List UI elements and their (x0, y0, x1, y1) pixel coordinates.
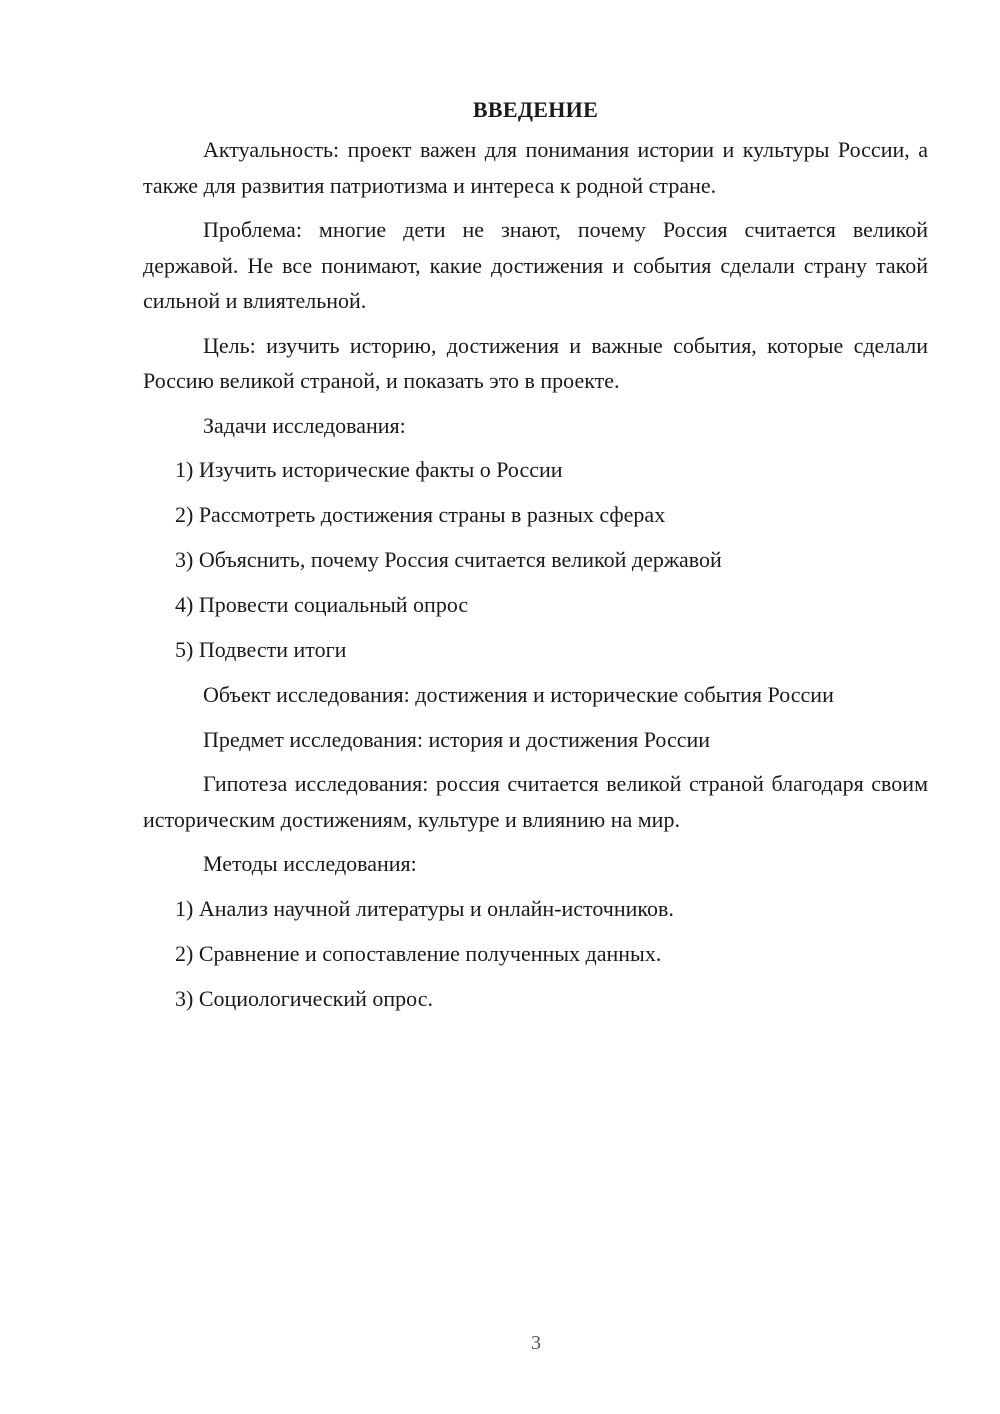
problem-paragraph: Проблема: многие дети не знают, почему Россия считается великой державой. Не все понимают, какие достижения и события сделали страну такой сильной и влиятельной. (143, 217, 928, 313)
page-content (143, 92, 928, 1026)
section-title: ВВЕДЕНИЕ (472, 97, 599, 122)
list-item: 2) Рассмотреть достижения страны в разных сферах (175, 502, 666, 527)
tasks-list (143, 452, 928, 668)
list-item: 4) Провести социальный опрос (175, 592, 469, 617)
list-item: 5) Подвести итоги (175, 637, 347, 662)
goal-paragraph: Цель: изучить историю, достижения и важные события, которые сделали Россию великой страной, и показать это в проекте. (143, 332, 928, 393)
methods-heading: Методы исследования: (203, 851, 417, 876)
list-item: 2) Сравнение и сопоставление полученных данных. (175, 940, 662, 966)
subject-paragraph: Предмет исследования: история и достижения России (203, 726, 711, 752)
list-item: 3) Социологический опрос. (175, 985, 433, 1011)
list-item: 1) Изучить исторические факты о России (175, 457, 563, 482)
list-item: 3) Объяснить, почему Россия считается великой державой (175, 547, 722, 572)
actuality-paragraph: Актуальность: проект важен для понимания истории и культуры России, а также для развития патриотизма и интереса к родной стране. (143, 137, 928, 198)
object-paragraph: Объект исследования: достижения и исторические события России (203, 682, 834, 707)
list-item: 1) Анализ научной литературы и онлайн-источников. (175, 895, 674, 921)
hypothesis-paragraph: Гипотеза исследования: россия считается великой страной благодаря своим историческим достижениям, культуре и влиянию на мир. (143, 771, 928, 832)
tasks-heading: Задачи исследования: (203, 412, 406, 438)
page-number: 3 (531, 1332, 541, 1354)
methods-list (143, 891, 928, 1017)
